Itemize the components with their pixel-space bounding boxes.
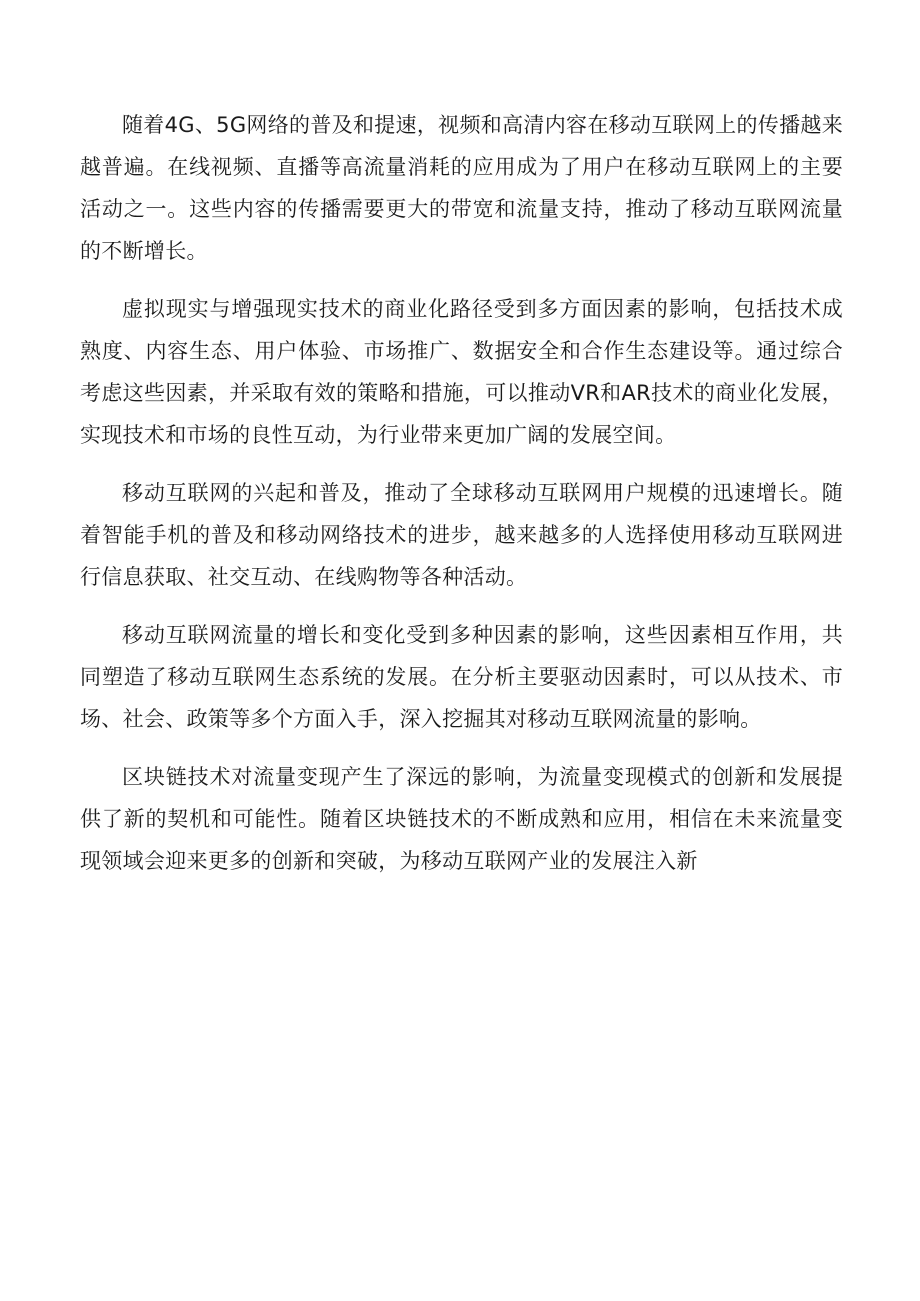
paragraph-blockchain: 区块链技术对流量变现产生了深远的影响，为流量变现模式的创新和发展提供了新的契机和可能性。随着区块链技术的不断成熟和应用，相信在未来流量变现领域会迎来更多的创新和突破，为移动互联网产业的发展注入新 [80,765,843,873]
document-body [80,104,843,898]
paragraph-video-content: 随着4G、5G网络的普及和提速，视频和高清内容在移动互联网上的传播越来越普遍。在线视频、直播等高流量消耗的应用成为了用户在移动互联网上的主要活动之一。这些内容的传播需要更大的带宽和流量支持，推动了移动互联网流量的不断增长。 [80,113,843,263]
paragraph-vr-ar: 虚拟现实与增强现实技术的商业化路径受到多方面因素的影响，包括技术成熟度、内容生态、用户体验、市场推广、数据安全和合作生态建设等。通过综合考虑这些因素，并采取有效的策略和措施，可以推动VR和AR技术的商业化发展，实现技术和市场的良性互动，为行业带来更加广阔的发展空间。 [80,297,843,447]
paragraph-user-growth: 移动互联网的兴起和普及，推动了全球移动互联网用户规模的迅速增长。随着智能手机的普及和移动网络技术的进步，越来越多的人选择使用移动互联网进行信息获取、社交互动、在线购物等各种活动。 [80,481,843,589]
paragraph-traffic-drivers: 移动互联网流量的增长和变化受到多种因素的影响，这些因素相互作用，共同塑造了移动互联网生态系统的发展。在分析主要驱动因素时，可以从技术、市场、社会、政策等多个方面入手，深入挖掘其对移动互联网流量的影响。 [80,623,843,731]
